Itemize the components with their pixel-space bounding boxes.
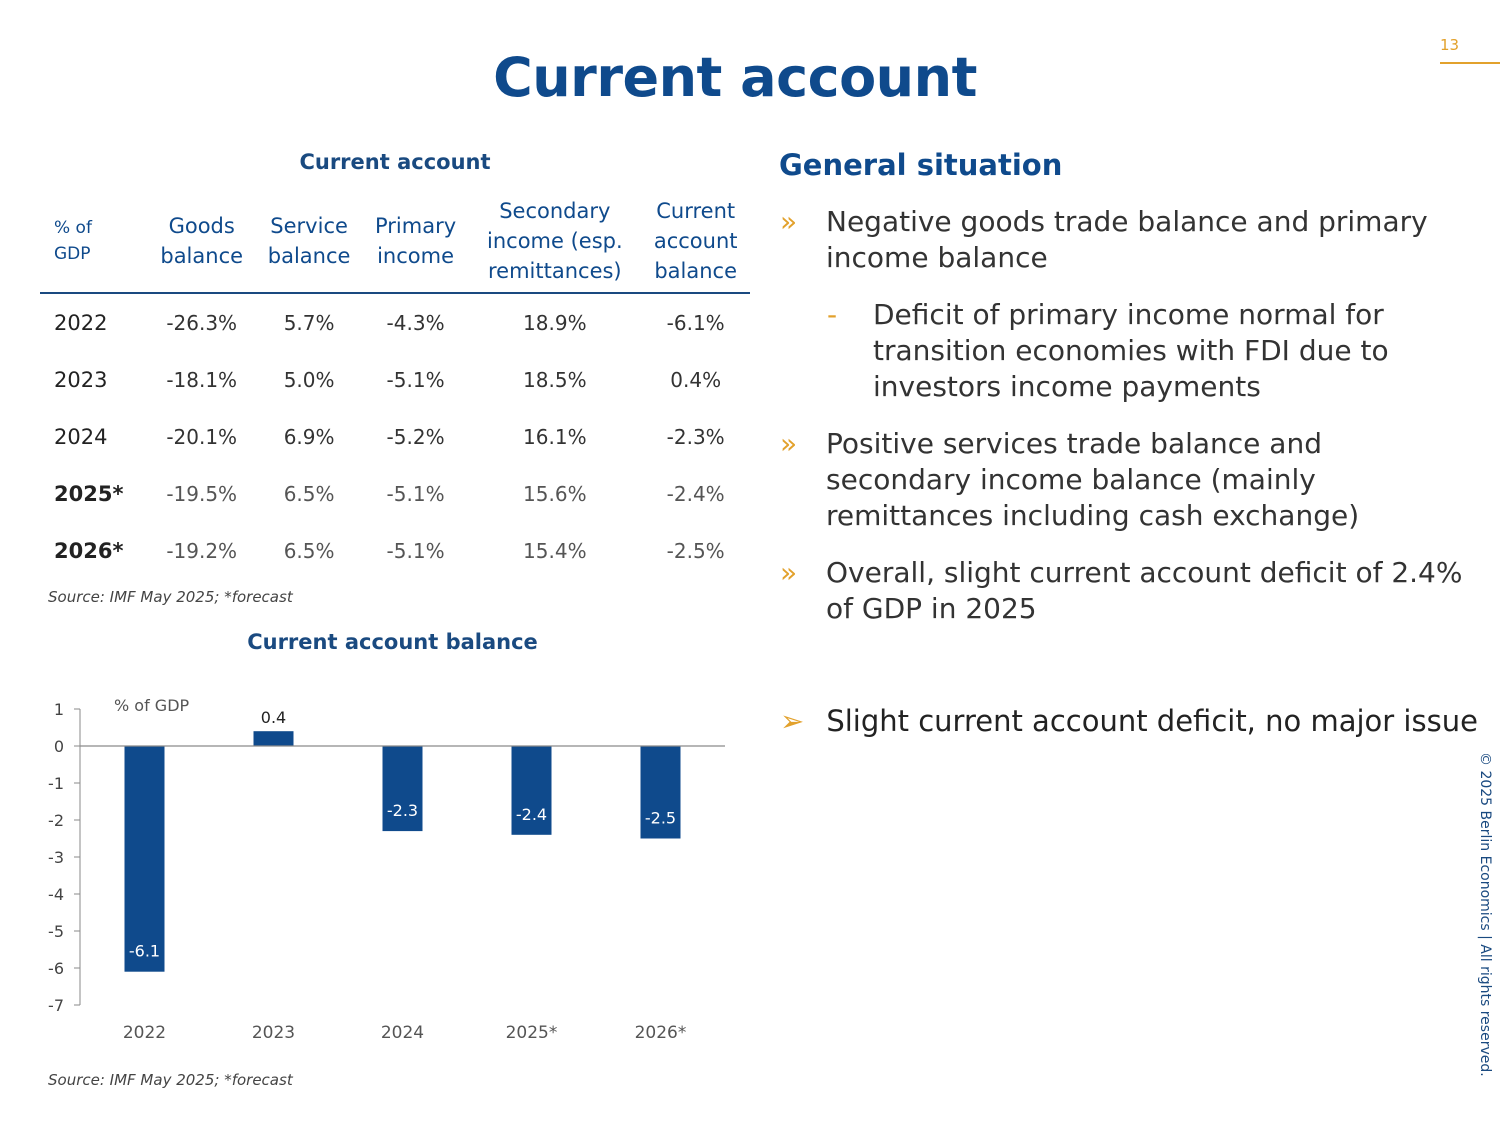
bullet-mark: »	[780, 556, 798, 589]
bar-2023	[254, 731, 294, 746]
table-source: Source: IMF May 2025; *forecast	[48, 588, 293, 606]
x-tick-label: 2026*	[634, 1023, 687, 1043]
table-cell: 18.5%	[523, 367, 587, 392]
bar-2022	[125, 746, 165, 972]
bullet-services-secondary: » Positive services trade balance and secondary income balance (mainly remittances including cash exchange)	[780, 427, 1360, 532]
current-account-bar-chart	[0, 680, 760, 1060]
data-label: 0.4	[260, 708, 287, 728]
table-header-row	[40, 192, 750, 293]
copyright-notice: © 2025 Berlin Economics | All rights reserved.	[1477, 752, 1493, 1077]
col-header-service: Service balance	[255, 192, 362, 293]
row-year: 2025*	[54, 481, 124, 506]
bullet-mark: »	[780, 205, 798, 238]
arrow-icon: ➢	[780, 704, 805, 738]
x-tick-label: 2025*	[505, 1023, 558, 1043]
y-tick-label: -6	[48, 959, 64, 978]
table-cell: 5.7%	[283, 310, 335, 335]
col-header-current-account: Current account balance	[641, 192, 750, 293]
table-cell: -5.2%	[386, 424, 445, 449]
table-cell: -2.3%	[666, 424, 725, 449]
chart-title: Current account balance	[247, 630, 538, 654]
table-cell: 6.5%	[283, 538, 335, 563]
current-account-table	[40, 192, 750, 579]
col-header-secondary: Secondary income (esp. remittances)	[468, 192, 641, 293]
page-title: Current account	[493, 46, 977, 109]
unit-header: % of GDP	[40, 192, 148, 293]
table-cell: 0.4%	[670, 367, 722, 392]
y-tick-label: -2	[48, 811, 64, 830]
col-header-primary: Primary income	[363, 192, 469, 293]
data-label: -2.4	[515, 804, 548, 824]
table-cell: -5.1%	[386, 481, 445, 506]
row-year: 2024	[54, 424, 108, 449]
x-tick-label: 2022	[122, 1023, 167, 1043]
y-axis-label: % of GDP	[114, 696, 190, 715]
table-cell: -19.5%	[166, 481, 238, 506]
col-header-goods: Goods balance	[148, 192, 255, 293]
x-tick-label: 2024	[380, 1023, 425, 1043]
data-label: -2.3	[386, 801, 419, 821]
data-label: -6.1	[128, 941, 161, 961]
table-cell: -4.3%	[386, 310, 445, 335]
y-tick-label: -7	[48, 996, 64, 1015]
table-cell: -26.3%	[166, 310, 238, 335]
table-cell: -19.2%	[166, 538, 238, 563]
data-label: -2.5	[644, 808, 677, 828]
table-cell: 18.9%	[523, 310, 587, 335]
bullet-goods-primary: » Negative goods trade balance and primary income balance	[780, 205, 1428, 274]
table-title: Current account	[299, 150, 491, 174]
table-cell: -5.1%	[386, 538, 445, 563]
row-year: 2022	[54, 310, 108, 335]
table-cell: 5.0%	[283, 367, 335, 392]
table-cell: 15.4%	[523, 538, 587, 563]
table-cell: -20.1%	[166, 424, 238, 449]
table-row	[40, 465, 750, 522]
bullet-mark: »	[780, 427, 798, 460]
general-situation-heading: General situation	[779, 148, 1063, 182]
table-cell: 6.9%	[283, 424, 335, 449]
table-cell: 16.1%	[523, 424, 587, 449]
row-year: 2026*	[54, 538, 124, 563]
table-row	[40, 351, 750, 408]
chart-source: Source: IMF May 2025; *forecast	[48, 1071, 293, 1089]
conclusion: ➢ Slight current account deficit, no major issue	[780, 704, 1478, 738]
y-tick-label: -5	[48, 922, 64, 941]
sub-bullet-primary-deficit: - Deficit of primary income normal for transition economies with FDI due to investors income payments	[827, 298, 1389, 403]
y-tick-label: 1	[53, 700, 64, 719]
y-tick-label: 0	[53, 737, 64, 756]
y-tick-label: -4	[48, 885, 64, 904]
y-tick-label: -3	[48, 848, 64, 867]
table-row	[40, 522, 750, 579]
table-cell: -6.1%	[666, 310, 725, 335]
table-cell: -18.1%	[166, 367, 238, 392]
row-year: 2023	[54, 367, 108, 392]
table-cell: -2.4%	[666, 481, 725, 506]
y-tick-label: -1	[48, 774, 64, 793]
table-cell: 15.6%	[523, 481, 587, 506]
table-cell: -5.1%	[386, 367, 445, 392]
table-cell: -2.5%	[666, 538, 725, 563]
x-tick-label: 2023	[251, 1023, 296, 1043]
table-row	[40, 293, 750, 351]
table-row	[40, 408, 750, 465]
page-number: 13	[1440, 36, 1500, 64]
bullet-overall: » Overall, slight current account deficit of 2.4% of GDP in 2025	[780, 556, 1463, 625]
table-cell: 6.5%	[283, 481, 335, 506]
sub-bullet-mark: -	[827, 298, 838, 331]
